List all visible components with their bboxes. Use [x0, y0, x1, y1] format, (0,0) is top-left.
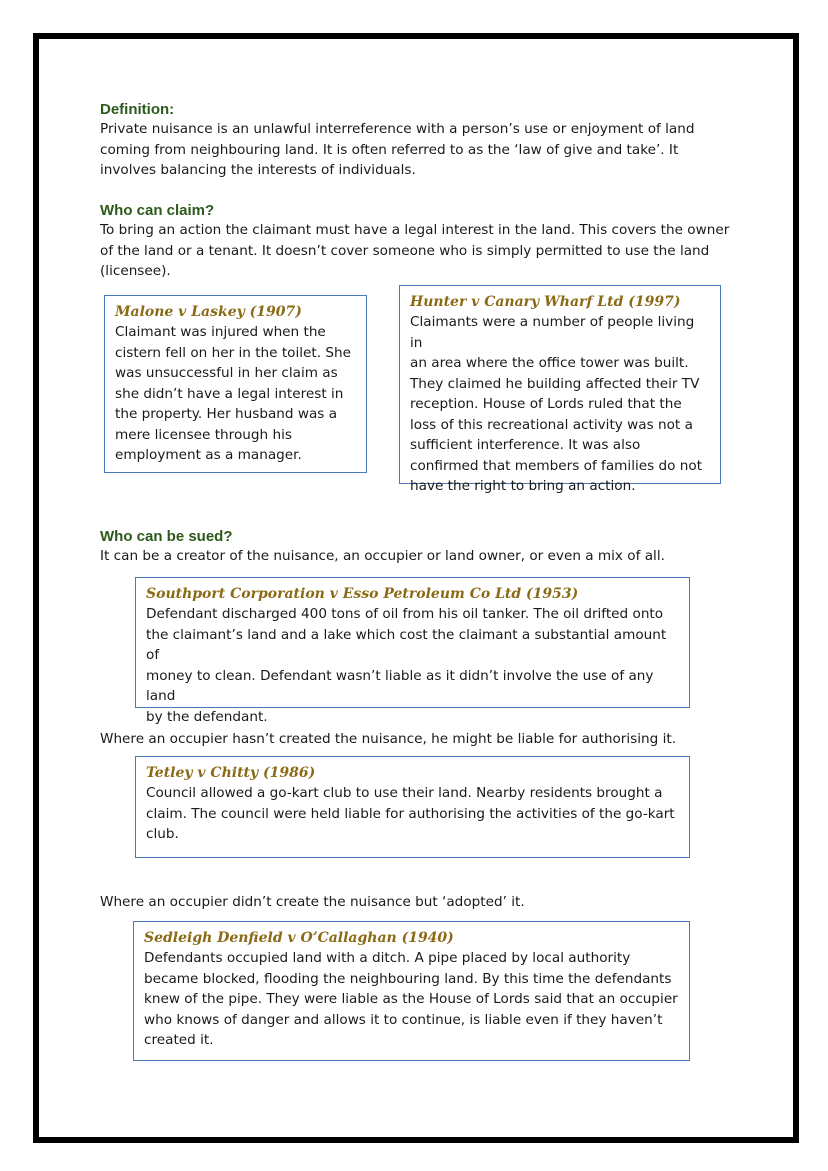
- case-line: was unsuccessful in her claim as: [115, 365, 338, 381]
- case-line: Defendants occupied land with a ditch. A pipe placed by local authority: [144, 950, 631, 966]
- case-line: They claimed he building affected their TV: [410, 375, 700, 392]
- case-title: Tetley v Chitty (1986): [146, 765, 316, 781]
- who-can-claim-heading: Who can claim?: [100, 202, 215, 219]
- case-box-tetley: [135, 756, 690, 858]
- who-can-be-sued-text: It can be a creator of the nuisance, an occupier or land owner, or even a mix of all.: [100, 548, 665, 564]
- definition-text: [100, 119, 740, 181]
- case-line: who knows of danger and allows it to continue, is liable even if they haven’t: [144, 1011, 663, 1028]
- who-can-claim-section: [100, 202, 760, 282]
- case-line: an area where the office tower was built.: [410, 355, 689, 371]
- case-line: she didn’t have a legal interest in: [115, 385, 344, 402]
- case-line: created it.: [144, 1032, 214, 1048]
- case-body: [146, 604, 679, 727]
- case-line: the claimant’s land and a lake which cost the claimant a substantial amount of: [146, 626, 667, 663]
- adopted-intro: Where an occupier didn’t create the nuisance but ‘adopted’ it.: [100, 894, 525, 910]
- case-line: club.: [146, 826, 179, 842]
- case-title: Hunter v Canary Wharf Ltd (1997): [410, 294, 681, 310]
- who-can-claim-line: (licensee).: [100, 263, 171, 279]
- case-line: mere licensee through his: [115, 426, 292, 443]
- who-can-be-sued-section: [100, 528, 760, 567]
- definition-section: [100, 101, 740, 181]
- case-line: loss of this recreational activity was not a: [410, 416, 693, 433]
- who-can-claim-text: [100, 220, 760, 282]
- definition-heading: Definition:: [100, 101, 175, 118]
- case-box-sedleigh: [133, 921, 690, 1061]
- case-body: [115, 322, 356, 466]
- case-line: knew of the pipe. They were liable as the House of Lords said that an occupier: [144, 991, 678, 1007]
- case-line: claim. The council were held liable for authorising the activities of the go-kart: [146, 805, 675, 822]
- case-title: Sedleigh Denfield v O’Callaghan (1940): [144, 930, 454, 946]
- case-line: by the defendant.: [146, 708, 268, 725]
- case-body: [410, 312, 710, 497]
- case-body: [146, 783, 679, 845]
- case-box-southport: [135, 577, 690, 725]
- who-can-claim-line: To bring an action the claimant must have a legal interest in the land. This covers the owner: [100, 222, 730, 238]
- case-line: became blocked, flooding the neighbouring land. By this time the defendants: [144, 970, 672, 987]
- definition-line: Private nuisance is an unlawful interreference with a person’s use or enjoyment of land: [100, 121, 695, 137]
- case-body: [144, 948, 679, 1051]
- case-line: money to clean. Defendant wasn’t liable as it didn’t involve the use of any land: [146, 667, 654, 704]
- who-can-claim-line: of the land or a tenant. It doesn’t cover someone who is simply permitted to use the land: [100, 242, 710, 259]
- case-box-hunter: [399, 285, 721, 494]
- case-title: Southport Corporation v Esso Petroleum Co Ltd (1953): [146, 586, 579, 602]
- case-line: sufficient interference. It was also: [410, 437, 641, 453]
- case-box-malone: [104, 295, 367, 473]
- case-line: Claimants were a number of people living in: [410, 314, 695, 351]
- case-line: Claimant was injured when the: [115, 324, 326, 340]
- who-can-be-sued-heading: Who can be sued?: [100, 528, 233, 545]
- case-line: the property. Her husband was a: [115, 406, 338, 422]
- case-line: Defendant discharged 400 tons of oil from his oil tanker. The oil drifted onto: [146, 606, 664, 622]
- case-line: reception. House of Lords ruled that the: [410, 396, 682, 412]
- authorising-intro: Where an occupier hasn’t created the nuisance, he might be liable for authorising it.: [100, 731, 677, 747]
- case-line: have the right to bring an action.: [410, 478, 636, 494]
- case-line: Council allowed a go-kart club to use their land. Nearby residents brought a: [146, 785, 663, 801]
- case-title: Malone v Laskey (1907): [115, 304, 302, 320]
- case-line: cistern fell on her in the toilet. She: [115, 344, 351, 361]
- case-line: confirmed that members of families do not: [410, 457, 703, 474]
- definition-line: involves balancing the interests of individuals.: [100, 162, 416, 178]
- definition-line: coming from neighbouring land. It is often referred to as the ‘law of give and take’. It: [100, 141, 679, 158]
- case-line: employment as a manager.: [115, 447, 302, 463]
